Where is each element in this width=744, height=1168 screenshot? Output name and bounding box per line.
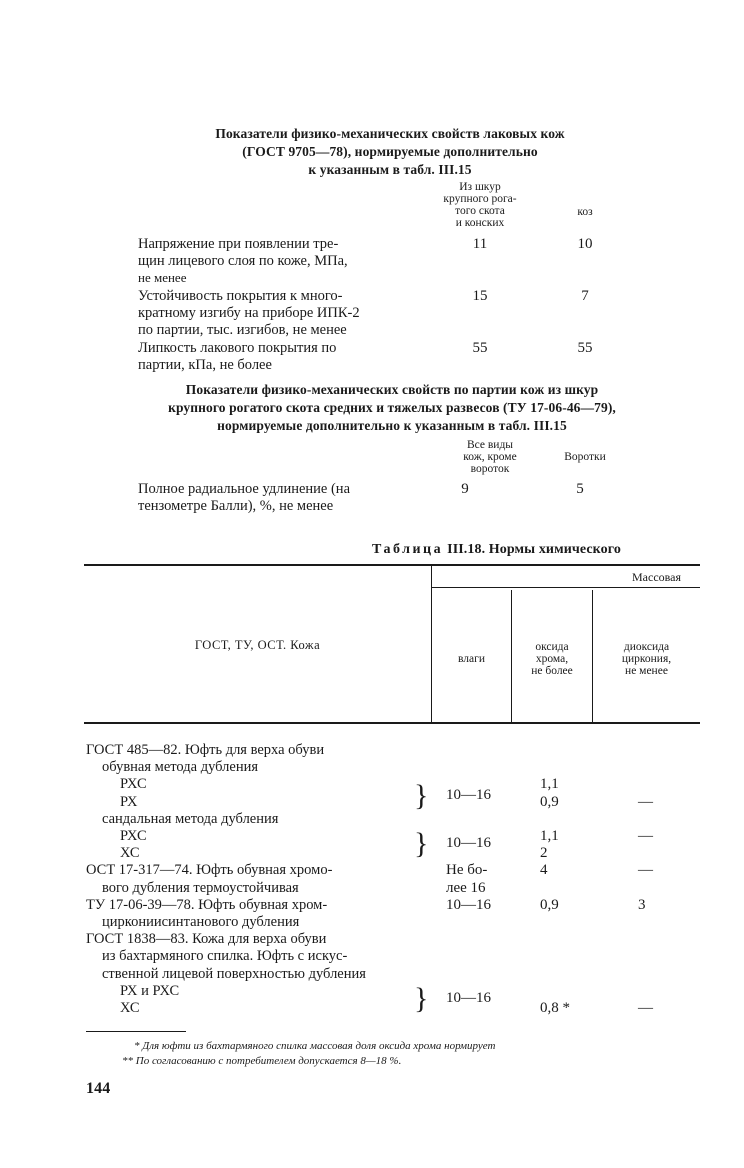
section1-row-2-v2: 7 xyxy=(581,288,589,304)
table-line-8-c1: Не бо- xyxy=(446,862,488,879)
table-line-1-text: ГОСТ 485—82. Юфть для верха обуви xyxy=(86,742,325,758)
footnote-rule xyxy=(86,1031,186,1032)
section1-row-1-label-1: Напряжение при появлении тре- xyxy=(138,236,339,252)
section1-col-header-2: коз xyxy=(577,206,593,218)
braced-moisture-2: 10—16 xyxy=(446,835,491,851)
brace-3: } xyxy=(414,982,429,1015)
section1-row-3-v2: 55 xyxy=(577,340,593,356)
section2-col-header-1: Все виды кож, кроме вороток xyxy=(463,439,517,475)
table-line-9-text: вого дубления термоустойчивая xyxy=(102,879,299,896)
table-group-rule xyxy=(432,587,700,588)
section1-row-1-label-2: щин лицевого слоя по коже, МПа, xyxy=(138,253,348,269)
table-line-7-text: ХС xyxy=(120,845,140,862)
table-header-col-moisture: влаги xyxy=(458,653,485,665)
section1-row-3-v1: 55 xyxy=(472,340,488,356)
table-line-11-text: циркониисинтанового дубления xyxy=(102,914,300,930)
section2-row-1-label-1: Полное радиальное удлинение (на xyxy=(138,481,351,497)
section1-row-2-v1: 15 xyxy=(472,288,488,304)
section1-row-2-label-3: по партии, тыс. изгибов, не менее xyxy=(138,322,347,338)
table-line-14-text: ственной лицевой поверхностью дубления xyxy=(102,965,366,982)
table-header-group: Массовая xyxy=(632,570,682,584)
section2-row-1-label-2: тензометре Балли), %, не менее xyxy=(138,498,334,514)
table-caption: Таблица III.18. Нормы химического xyxy=(372,542,621,557)
section2-row-1-v1: 9 xyxy=(461,481,469,497)
brace-2: } xyxy=(414,827,429,860)
table-line-4-text: РХ xyxy=(120,793,138,810)
table-top-rule xyxy=(84,564,700,566)
table-vrule-1 xyxy=(431,566,432,722)
table-line-10-c1: 10—16 xyxy=(446,896,491,913)
section1-row-3-label-2: партии, кПа, не более xyxy=(138,357,272,373)
table-line-7-c2: 2 xyxy=(540,845,548,862)
table-header-bottom-rule xyxy=(84,722,700,724)
table-line-5-text: сандальная метода дубления xyxy=(102,810,279,827)
section1-row-2-label-2: кратному изгибу на приборе ИПК-2 xyxy=(138,305,360,321)
section2-title-line-3: нормируемые дополнительно к указанным в табл. III.15 xyxy=(217,418,567,433)
table-line-4-c3: — xyxy=(638,793,653,810)
braced-moisture-1: 10—16 xyxy=(446,787,491,803)
section1-row-2-label-1: Устойчивость покрытия к много- xyxy=(138,288,343,304)
footnote-2: ** По согласованию с потребителем допускается 8—18 %. xyxy=(122,1055,402,1067)
section1-title-line-2: (ГОСТ 9705—78), нормируемые дополнительно xyxy=(242,144,538,159)
section1-title-line-1: Показатели физико-механических свойств лаковых кож xyxy=(215,126,565,141)
section2-col-header-2: Воротки xyxy=(564,451,606,463)
braced-moisture-3: 10—16 xyxy=(446,990,491,1006)
table-line-8-c3: — xyxy=(638,862,653,879)
section1-row-1-label-3: не менее xyxy=(138,270,187,285)
table-header-col-zirconium: диоксида циркония, не менее xyxy=(621,641,672,677)
section1-row-3-label-1: Липкость лакового покрытия по xyxy=(138,340,337,356)
section2-title-line-1: Показатели физико-механических свойств по партии кож из шкур xyxy=(185,382,599,397)
table-line-16-c3: — xyxy=(638,1000,653,1016)
table-line-8-c2: 4 xyxy=(540,862,548,879)
section1-row-1-v2: 10 xyxy=(577,236,593,252)
table-line-9-c1: лее 16 xyxy=(446,879,486,896)
section1-col-header-1: Из шкур крупного рога- того скота и конских xyxy=(443,181,517,229)
table-line-6-c3: — xyxy=(638,828,653,844)
table-line-3-c2: 1,1 xyxy=(540,776,559,793)
table-header-main: ГОСТ, ТУ, ОСТ. Кожа xyxy=(194,638,321,652)
page-number: 144 xyxy=(86,1080,111,1097)
section2-row-1-v2: 5 xyxy=(576,481,584,497)
table-line-4-c2: 0,9 xyxy=(540,793,559,810)
table-line-2-text: обувная метода дубления xyxy=(102,759,259,776)
table-line-15-text: РХ и РХС xyxy=(120,982,180,999)
table-line-16-c2: 0,8 * xyxy=(540,1000,570,1016)
table-line-8-text: ОСТ 17-317—74. Юфть обувная хромо- xyxy=(86,862,333,879)
table-line-16-text: ХС xyxy=(120,1000,140,1016)
section2-title-line-2: крупного рогатого скота средних и тяжелых развесов (ТУ 17-06-46—79), xyxy=(168,400,616,415)
table-line-13-text: из бахтармяного спилка. Юфть с искус- xyxy=(102,948,348,965)
table-line-10-c2: 0,9 xyxy=(540,896,559,913)
footnote-1: * Для юфти из бахтармяного спилка массовая доля оксида хрома нормирует xyxy=(134,1040,496,1052)
table-line-3-text: РХС xyxy=(120,776,147,793)
brace-1: } xyxy=(414,779,429,812)
section1-row-1-v1: 11 xyxy=(472,236,488,252)
table-header-col-chromium: оксида хрома, не более xyxy=(531,641,573,677)
table-line-12-text: ГОСТ 1838—83. Кожа для верха обуви xyxy=(86,931,327,948)
table-line-6-c2: 1,1 xyxy=(540,828,559,844)
table-line-10-c3: 3 xyxy=(638,896,646,913)
table-line-6-text: РХС xyxy=(120,828,147,844)
table-line-10-text: ТУ 17-06-39—78. Юфть обувная хром- xyxy=(86,896,328,913)
section1-title-line-3: к указанным в табл. III.15 xyxy=(308,162,472,177)
